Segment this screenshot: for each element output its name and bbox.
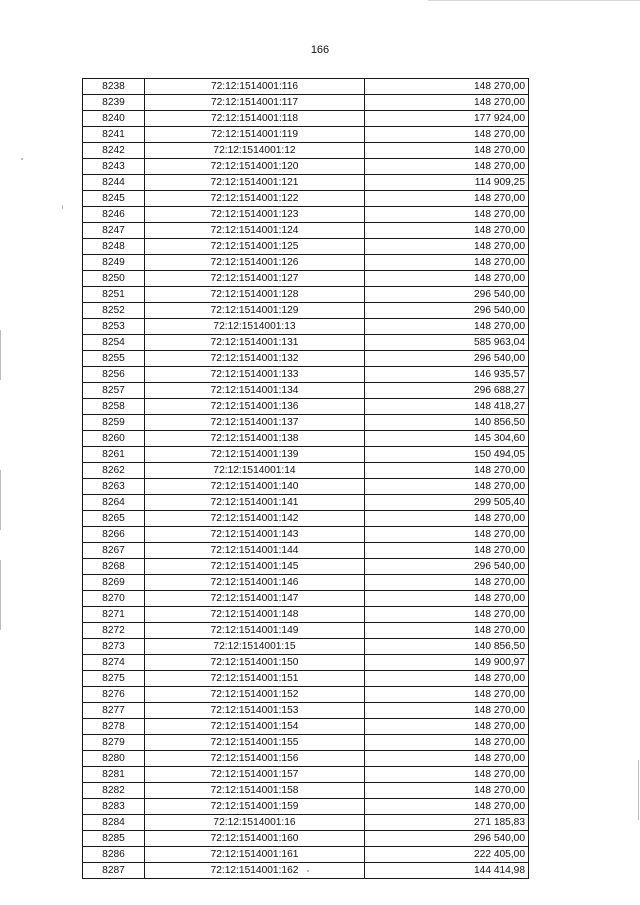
row-number-cell: 8269 — [83, 575, 145, 591]
table-row — [83, 351, 529, 367]
cadastral-value-cell: 296 540,00 — [365, 351, 529, 367]
cadastral-value-cell: 299 505,40 — [365, 495, 529, 511]
cadastral-number-cell: 72:12:1514001:146 — [145, 575, 365, 591]
cadastral-number-cell: 72:12:1514001:152 — [145, 687, 365, 703]
table-row — [83, 655, 529, 671]
row-number-cell: 8260 — [83, 431, 145, 447]
table-row — [83, 463, 529, 479]
table-row — [83, 735, 529, 751]
cadastral-value-cell: 148 270,00 — [365, 479, 529, 495]
cadastral-number-cell: 72:12:1514001:14 — [145, 463, 365, 479]
cadastral-value-cell: 148 270,00 — [365, 463, 529, 479]
row-number-cell: 8248 — [83, 239, 145, 255]
table-row — [83, 863, 529, 879]
cadastral-number-cell: 72:12:1514001:162 — [145, 863, 365, 879]
cadastral-number-cell: 72:12:1514001:148 — [145, 607, 365, 623]
row-number-cell: 8282 — [83, 783, 145, 799]
table-row — [83, 847, 529, 863]
row-number-cell: 8256 — [83, 367, 145, 383]
row-number-cell: 8262 — [83, 463, 145, 479]
row-number-cell: 8286 — [83, 847, 145, 863]
table-row — [83, 815, 529, 831]
row-number-cell: 8249 — [83, 255, 145, 271]
cadastral-number-cell: 72:12:1514001:153 — [145, 703, 365, 719]
cadastral-number-cell: 72:12:1514001:150 — [145, 655, 365, 671]
row-number-cell: 8280 — [83, 751, 145, 767]
row-number-cell: 8270 — [83, 591, 145, 607]
cadastral-value-cell: 148 270,00 — [365, 207, 529, 223]
cadastral-number-cell: 72:12:1514001:151 — [145, 671, 365, 687]
cadastral-number-cell: 72:12:1514001:154 — [145, 719, 365, 735]
row-number-cell: 8276 — [83, 687, 145, 703]
cadastral-number-cell: 72:12:1514001:157 — [145, 767, 365, 783]
table-row — [83, 79, 529, 95]
row-number-cell: 8272 — [83, 623, 145, 639]
cadastral-value-cell: 148 270,00 — [365, 239, 529, 255]
row-number-cell: 8275 — [83, 671, 145, 687]
cadastral-number-cell: 72:12:1514001:127 — [145, 271, 365, 287]
row-number-cell: 8273 — [83, 639, 145, 655]
table-row — [83, 239, 529, 255]
cadastral-number-cell: 72:12:1514001:160 — [145, 831, 365, 847]
table-row — [83, 223, 529, 239]
cadastral-value-cell: 114 909,25 — [365, 175, 529, 191]
cadastral-number-cell: 72:12:1514001:144 — [145, 543, 365, 559]
row-number-cell: 8247 — [83, 223, 145, 239]
row-number-cell: 8287 — [83, 863, 145, 879]
cadastral-value-cell: 148 270,00 — [365, 319, 529, 335]
page-number: 166 — [310, 44, 330, 56]
table-row — [83, 415, 529, 431]
table-row — [83, 751, 529, 767]
table-row — [83, 591, 529, 607]
table-row — [83, 831, 529, 847]
scan-mark — [0, 330, 1, 380]
cadastral-value-cell: 148 270,00 — [365, 95, 529, 111]
table-row — [83, 495, 529, 511]
cadastral-value-cell: 148 418,27 — [365, 399, 529, 415]
row-number-cell: 8245 — [83, 191, 145, 207]
cadastral-number-cell: 72:12:1514001:139 — [145, 447, 365, 463]
table-row — [83, 703, 529, 719]
cadastral-value-cell: 148 270,00 — [365, 735, 529, 751]
row-number-cell: 8277 — [83, 703, 145, 719]
row-number-cell: 8242 — [83, 143, 145, 159]
table-row — [83, 287, 529, 303]
row-number-cell: 8252 — [83, 303, 145, 319]
scan-mark — [21, 158, 23, 160]
row-number-cell: 8281 — [83, 767, 145, 783]
cadastral-value-cell: 271 185,83 — [365, 815, 529, 831]
scan-mark — [0, 560, 1, 630]
cadastral-value-cell: 148 270,00 — [365, 543, 529, 559]
cadastral-number-cell: 72:12:1514001:124 — [145, 223, 365, 239]
row-number-cell: 8255 — [83, 351, 145, 367]
cadastral-number-cell: 72:12:1514001:149 — [145, 623, 365, 639]
table-row — [83, 335, 529, 351]
cadastral-number-cell: 72:12:1514001:13 — [145, 319, 365, 335]
cadastral-value-cell: 148 270,00 — [365, 719, 529, 735]
cadastral-number-cell: 72:12:1514001:12 — [145, 143, 365, 159]
row-number-cell: 8257 — [83, 383, 145, 399]
cadastral-number-cell: 72:12:1514001:118 — [145, 111, 365, 127]
row-number-cell: 8244 — [83, 175, 145, 191]
cadastral-value-cell: 222 405,00 — [365, 847, 529, 863]
table-row — [83, 431, 529, 447]
cadastral-number-cell: 72:12:1514001:155 — [145, 735, 365, 751]
row-number-cell: 8271 — [83, 607, 145, 623]
row-number-cell: 8285 — [83, 831, 145, 847]
row-number-cell: 8239 — [83, 95, 145, 111]
row-number-cell: 8250 — [83, 271, 145, 287]
cadastral-value-cell: 140 856,50 — [365, 415, 529, 431]
row-number-cell: 8251 — [83, 287, 145, 303]
cadastral-number-cell: 72:12:1514001:121 — [145, 175, 365, 191]
table-row — [83, 687, 529, 703]
table-row — [83, 159, 529, 175]
cadastral-value-cell: 148 270,00 — [365, 143, 529, 159]
table-row — [83, 511, 529, 527]
cadastral-value-cell: 149 900,97 — [365, 655, 529, 671]
table-row — [83, 255, 529, 271]
cadastral-number-cell: 72:12:1514001:122 — [145, 191, 365, 207]
cadastral-number-cell: 72:12:1514001:134 — [145, 383, 365, 399]
table-row — [83, 639, 529, 655]
table-row — [83, 527, 529, 543]
table-row — [83, 575, 529, 591]
scan-mark — [307, 870, 309, 872]
table-row — [83, 207, 529, 223]
cadastral-value-cell: 296 540,00 — [365, 303, 529, 319]
table-row — [83, 559, 529, 575]
cadastral-value-table — [82, 78, 529, 879]
scan-mark — [62, 205, 63, 209]
cadastral-number-cell: 72:12:1514001:126 — [145, 255, 365, 271]
cadastral-value-cell: 585 963,04 — [365, 335, 529, 351]
cadastral-number-cell: 72:12:1514001:16 — [145, 815, 365, 831]
cadastral-number-cell: 72:12:1514001:158 — [145, 783, 365, 799]
row-number-cell: 8243 — [83, 159, 145, 175]
table-row — [83, 447, 529, 463]
table-row — [83, 191, 529, 207]
table-row — [83, 767, 529, 783]
cadastral-value-cell: 148 270,00 — [365, 191, 529, 207]
cadastral-value-cell: 148 270,00 — [365, 751, 529, 767]
row-number-cell: 8241 — [83, 127, 145, 143]
table-row — [83, 719, 529, 735]
cadastral-value-cell: 148 270,00 — [365, 767, 529, 783]
cadastral-number-cell: 72:12:1514001:15 — [145, 639, 365, 655]
cadastral-value-cell: 148 270,00 — [365, 159, 529, 175]
cadastral-value-cell: 177 924,00 — [365, 111, 529, 127]
cadastral-number-cell: 72:12:1514001:137 — [145, 415, 365, 431]
cadastral-value-cell: 148 270,00 — [365, 255, 529, 271]
row-number-cell: 8238 — [83, 79, 145, 95]
cadastral-value-cell: 144 414,98 — [365, 863, 529, 879]
table-row — [83, 127, 529, 143]
cadastral-number-cell: 72:12:1514001:120 — [145, 159, 365, 175]
cadastral-number-cell: 72:12:1514001:129 — [145, 303, 365, 319]
cadastral-value-cell: 148 270,00 — [365, 271, 529, 287]
table-row — [83, 383, 529, 399]
table-row — [83, 607, 529, 623]
cadastral-value-cell: 148 270,00 — [365, 799, 529, 815]
table-row — [83, 111, 529, 127]
cadastral-number-cell: 72:12:1514001:125 — [145, 239, 365, 255]
cadastral-value-cell: 148 270,00 — [365, 511, 529, 527]
table-row — [83, 623, 529, 639]
table-row — [83, 671, 529, 687]
table-row — [83, 543, 529, 559]
table-row — [83, 143, 529, 159]
row-number-cell: 8258 — [83, 399, 145, 415]
scan-mark — [0, 470, 1, 530]
cadastral-value-cell: 148 270,00 — [365, 591, 529, 607]
cadastral-number-cell: 72:12:1514001:156 — [145, 751, 365, 767]
cadastral-value-cell: 140 856,50 — [365, 639, 529, 655]
row-number-cell: 8279 — [83, 735, 145, 751]
cadastral-number-cell: 72:12:1514001:147 — [145, 591, 365, 607]
row-number-cell: 8264 — [83, 495, 145, 511]
cadastral-number-cell: 72:12:1514001:141 — [145, 495, 365, 511]
row-number-cell: 8268 — [83, 559, 145, 575]
cadastral-value-cell: 296 540,00 — [365, 287, 529, 303]
row-number-cell: 8253 — [83, 319, 145, 335]
cadastral-number-cell: 72:12:1514001:132 — [145, 351, 365, 367]
table-row — [83, 303, 529, 319]
row-number-cell: 8254 — [83, 335, 145, 351]
row-number-cell: 8284 — [83, 815, 145, 831]
cadastral-number-cell: 72:12:1514001:119 — [145, 127, 365, 143]
cadastral-value-cell: 145 304,60 — [365, 431, 529, 447]
cadastral-value-cell: 148 270,00 — [365, 623, 529, 639]
cadastral-value-cell: 150 494,05 — [365, 447, 529, 463]
cadastral-value-cell: 148 270,00 — [365, 703, 529, 719]
cadastral-number-cell: 72:12:1514001:159 — [145, 799, 365, 815]
scan-mark — [638, 760, 639, 820]
cadastral-value-cell: 296 540,00 — [365, 831, 529, 847]
cadastral-number-cell: 72:12:1514001:145 — [145, 559, 365, 575]
row-number-cell: 8278 — [83, 719, 145, 735]
cadastral-value-cell: 148 270,00 — [365, 223, 529, 239]
row-number-cell: 8240 — [83, 111, 145, 127]
cadastral-number-cell: 72:12:1514001:136 — [145, 399, 365, 415]
cadastral-number-cell: 72:12:1514001:116 — [145, 79, 365, 95]
cadastral-value-cell: 148 270,00 — [365, 79, 529, 95]
cadastral-number-cell: 72:12:1514001:128 — [145, 287, 365, 303]
row-number-cell: 8267 — [83, 543, 145, 559]
table-row — [83, 367, 529, 383]
cadastral-number-cell: 72:12:1514001:161 — [145, 847, 365, 863]
cadastral-value-cell: 148 270,00 — [365, 527, 529, 543]
cadastral-number-cell: 72:12:1514001:123 — [145, 207, 365, 223]
table-row — [83, 479, 529, 495]
row-number-cell: 8261 — [83, 447, 145, 463]
cadastral-number-cell: 72:12:1514001:140 — [145, 479, 365, 495]
table-row — [83, 399, 529, 415]
cadastral-number-cell: 72:12:1514001:117 — [145, 95, 365, 111]
cadastral-number-cell: 72:12:1514001:142 — [145, 511, 365, 527]
cadastral-value-cell: 146 935,57 — [365, 367, 529, 383]
cadastral-value-cell: 148 270,00 — [365, 607, 529, 623]
table-row — [83, 271, 529, 287]
table-row — [83, 799, 529, 815]
table-row — [83, 319, 529, 335]
row-number-cell: 8274 — [83, 655, 145, 671]
cadastral-value-cell: 148 270,00 — [365, 127, 529, 143]
row-number-cell: 8283 — [83, 799, 145, 815]
table-row — [83, 175, 529, 191]
cadastral-number-cell: 72:12:1514001:133 — [145, 367, 365, 383]
table-row — [83, 783, 529, 799]
scan-edge-line — [428, 0, 640, 1]
row-number-cell: 8266 — [83, 527, 145, 543]
cadastral-value-cell: 296 540,00 — [365, 559, 529, 575]
row-number-cell: 8246 — [83, 207, 145, 223]
table-row — [83, 95, 529, 111]
cadastral-number-cell: 72:12:1514001:131 — [145, 335, 365, 351]
cadastral-value-cell: 148 270,00 — [365, 575, 529, 591]
cadastral-value-cell: 148 270,00 — [365, 671, 529, 687]
row-number-cell: 8259 — [83, 415, 145, 431]
cadastral-number-cell: 72:12:1514001:138 — [145, 431, 365, 447]
cadastral-number-cell: 72:12:1514001:143 — [145, 527, 365, 543]
cadastral-value-cell: 296 688,27 — [365, 383, 529, 399]
row-number-cell: 8265 — [83, 511, 145, 527]
table-body — [83, 79, 529, 879]
cadastral-value-cell: 148 270,00 — [365, 783, 529, 799]
cadastral-value-cell: 148 270,00 — [365, 687, 529, 703]
row-number-cell: 8263 — [83, 479, 145, 495]
